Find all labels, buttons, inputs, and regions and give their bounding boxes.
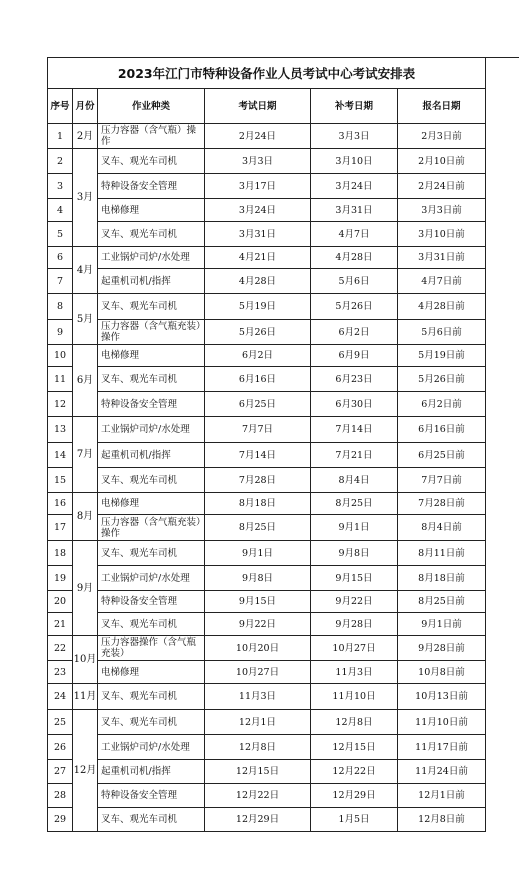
table-row (48, 417, 486, 443)
month-cell: 4月 (73, 247, 98, 294)
exam-date-cell: 8月25日 (205, 515, 311, 541)
register-date-cell: 3月31日前 (398, 247, 486, 269)
month-cell: 8月 (73, 493, 98, 541)
exam-date-cell: 9月15日 (205, 591, 311, 613)
table-row (48, 247, 486, 269)
seq-cell: 10 (48, 345, 73, 367)
category-cell: 叉车、观光车司机 (98, 684, 205, 710)
category-cell: 叉车、观光车司机 (98, 541, 205, 566)
register-date-cell: 6月25日前 (398, 443, 486, 468)
seq-cell: 12 (48, 392, 73, 417)
table-row (48, 661, 486, 684)
register-date-cell: 3月3日前 (398, 199, 486, 222)
exam-date-cell: 12月15日 (205, 760, 311, 784)
exam-date-cell: 5月26日 (205, 320, 311, 345)
month-cell: 2月 (73, 124, 98, 149)
register-date-cell: 9月28日前 (398, 636, 486, 661)
seq-cell: 13 (48, 417, 73, 443)
table-row (48, 149, 486, 174)
register-date-cell: 12月1日前 (398, 784, 486, 808)
seq-cell: 7 (48, 269, 73, 294)
exam-date-cell: 9月8日 (205, 566, 311, 591)
seq-cell: 28 (48, 784, 73, 808)
table-row (48, 345, 486, 367)
category-cell: 电梯修理 (98, 661, 205, 684)
month-cell: 6月 (73, 345, 98, 417)
category-cell: 工业锅炉司炉/水处理 (98, 566, 205, 591)
category-cell: 叉车、观光车司机 (98, 294, 205, 320)
seq-cell: 27 (48, 760, 73, 784)
exam-date-cell: 7月7日 (205, 417, 311, 443)
makeup-date-cell: 11月10日 (311, 684, 398, 710)
table-row (48, 222, 486, 247)
exam-date-cell: 6月2日 (205, 345, 311, 367)
exam-date-cell: 10月27日 (205, 661, 311, 684)
register-date-cell: 11月10日前 (398, 710, 486, 735)
register-date-cell: 11月24日前 (398, 760, 486, 784)
register-date-cell: 12月8日前 (398, 808, 486, 832)
makeup-date-cell: 3月3日 (311, 124, 398, 149)
table-row (48, 784, 486, 808)
seq-cell: 25 (48, 710, 73, 735)
seq-cell: 15 (48, 468, 73, 493)
seq-cell: 9 (48, 320, 73, 345)
register-date-cell: 10月8日前 (398, 661, 486, 684)
month-cell: 5月 (73, 294, 98, 345)
category-cell: 电梯修理 (98, 493, 205, 515)
category-cell: 电梯修理 (98, 345, 205, 367)
register-date-cell: 8月18日前 (398, 566, 486, 591)
exam-date-cell: 9月1日 (205, 541, 311, 566)
makeup-date-cell: 6月30日 (311, 392, 398, 417)
exam-date-cell: 3月17日 (205, 174, 311, 199)
seq-cell: 26 (48, 735, 73, 760)
makeup-date-cell: 1月5日 (311, 808, 398, 832)
register-date-cell: 9月1日前 (398, 613, 486, 636)
makeup-date-cell: 9月22日 (311, 591, 398, 613)
table-row (48, 541, 486, 566)
category-cell: 压力容器（含气瓶）操作 (98, 124, 205, 149)
seq-cell: 14 (48, 443, 73, 468)
category-cell: 工业锅炉司炉/水处理 (98, 417, 205, 443)
makeup-date-cell: 9月1日 (311, 515, 398, 541)
category-cell: 工业锅炉司炉/水处理 (98, 735, 205, 760)
header-month: 月份 (73, 89, 98, 124)
makeup-date-cell: 3月31日 (311, 199, 398, 222)
table-row (48, 443, 486, 468)
exam-date-cell: 9月22日 (205, 613, 311, 636)
header-makeup-date: 补考日期 (311, 89, 398, 124)
exam-date-cell: 12月29日 (205, 808, 311, 832)
exam-date-cell: 7月14日 (205, 443, 311, 468)
makeup-date-cell: 6月2日 (311, 320, 398, 345)
table-row (48, 735, 486, 760)
makeup-date-cell: 12月8日 (311, 710, 398, 735)
exam-schedule-sheet (47, 57, 486, 832)
makeup-date-cell: 4月7日 (311, 222, 398, 247)
seq-cell: 22 (48, 636, 73, 661)
makeup-date-cell: 9月15日 (311, 566, 398, 591)
makeup-date-cell: 3月24日 (311, 174, 398, 199)
exam-date-cell: 3月24日 (205, 199, 311, 222)
seq-cell: 3 (48, 174, 73, 199)
table-row (48, 710, 486, 735)
category-cell: 叉车、观光车司机 (98, 613, 205, 636)
seq-cell: 6 (48, 247, 73, 269)
month-cell: 3月 (73, 149, 98, 247)
table-row (48, 636, 486, 661)
seq-cell: 21 (48, 613, 73, 636)
category-cell: 叉车、观光车司机 (98, 222, 205, 247)
category-cell: 叉车、观光车司机 (98, 149, 205, 174)
table-row (48, 591, 486, 613)
month-cell: 10月 (73, 636, 98, 684)
makeup-date-cell: 12月29日 (311, 784, 398, 808)
table-row (48, 808, 486, 832)
register-date-cell: 5月26日前 (398, 367, 486, 392)
category-cell: 起重机司机/指挥 (98, 443, 205, 468)
category-cell: 叉车、观光车司机 (98, 808, 205, 832)
seq-cell: 29 (48, 808, 73, 832)
makeup-date-cell: 5月6日 (311, 269, 398, 294)
makeup-date-cell: 5月26日 (311, 294, 398, 320)
month-cell: 7月 (73, 417, 98, 493)
makeup-date-cell: 12月22日 (311, 760, 398, 784)
register-date-cell: 8月25日前 (398, 591, 486, 613)
seq-cell: 16 (48, 493, 73, 515)
exam-date-cell: 8月18日 (205, 493, 311, 515)
exam-date-cell: 7月28日 (205, 468, 311, 493)
exam-date-cell: 12月1日 (205, 710, 311, 735)
category-cell: 电梯修理 (98, 199, 205, 222)
makeup-date-cell: 7月21日 (311, 443, 398, 468)
table-row (48, 566, 486, 591)
exam-date-cell: 12月22日 (205, 784, 311, 808)
category-cell: 起重机司机/指挥 (98, 760, 205, 784)
table-row (48, 367, 486, 392)
exam-date-cell: 2月24日 (205, 124, 311, 149)
makeup-date-cell: 6月9日 (311, 345, 398, 367)
exam-date-cell: 4月28日 (205, 269, 311, 294)
seq-cell: 8 (48, 294, 73, 320)
exam-date-cell: 3月3日 (205, 149, 311, 174)
category-cell: 叉车、观光车司机 (98, 367, 205, 392)
register-date-cell: 5月6日前 (398, 320, 486, 345)
table-row (48, 493, 486, 515)
table-row (48, 124, 486, 149)
table-row (48, 269, 486, 294)
exam-date-cell: 3月31日 (205, 222, 311, 247)
makeup-date-cell: 8月25日 (311, 493, 398, 515)
category-cell: 压力容器（含气瓶充装）操作 (98, 515, 205, 541)
register-date-cell: 5月19日前 (398, 345, 486, 367)
register-date-cell: 6月16日前 (398, 417, 486, 443)
register-date-cell: 4月28日前 (398, 294, 486, 320)
category-cell: 压力容器操作（含气瓶充装） (98, 636, 205, 661)
register-date-cell: 4月7日前 (398, 269, 486, 294)
month-cell: 12月 (73, 710, 98, 832)
makeup-date-cell: 9月8日 (311, 541, 398, 566)
month-cell: 9月 (73, 541, 98, 636)
table-body (48, 124, 486, 832)
seq-cell: 18 (48, 541, 73, 566)
register-date-cell: 11月17日前 (398, 735, 486, 760)
table-row (48, 760, 486, 784)
exam-date-cell: 12月8日 (205, 735, 311, 760)
register-date-cell: 3月10日前 (398, 222, 486, 247)
category-cell: 特种设备安全管理 (98, 392, 205, 417)
seq-cell: 4 (48, 199, 73, 222)
seq-cell: 20 (48, 591, 73, 613)
seq-cell: 1 (48, 124, 73, 149)
table-row (48, 468, 486, 493)
header-seq: 序号 (48, 89, 73, 124)
exam-date-cell: 4月21日 (205, 247, 311, 269)
header-exam-date: 考试日期 (205, 89, 311, 124)
makeup-date-cell: 10月27日 (311, 636, 398, 661)
exam-schedule-table (47, 57, 486, 832)
category-cell: 压力容器（含气瓶充装）操作 (98, 320, 205, 345)
makeup-date-cell: 12月15日 (311, 735, 398, 760)
header-category: 作业种类 (98, 89, 205, 124)
table-row (48, 199, 486, 222)
makeup-date-cell: 7月14日 (311, 417, 398, 443)
category-cell: 叉车、观光车司机 (98, 710, 205, 735)
register-date-cell: 2月10日前 (398, 149, 486, 174)
table-row (48, 515, 486, 541)
makeup-date-cell: 4月28日 (311, 247, 398, 269)
seq-cell: 11 (48, 367, 73, 392)
exam-date-cell: 6月25日 (205, 392, 311, 417)
category-cell: 特种设备安全管理 (98, 174, 205, 199)
seq-cell: 5 (48, 222, 73, 247)
register-date-cell: 7月28日前 (398, 493, 486, 515)
register-date-cell: 2月24日前 (398, 174, 486, 199)
register-date-cell: 10月13日前 (398, 684, 486, 710)
exam-date-cell: 6月16日 (205, 367, 311, 392)
month-cell: 11月 (73, 684, 98, 710)
category-cell: 起重机司机/指挥 (98, 269, 205, 294)
category-cell: 工业锅炉司炉/水处理 (98, 247, 205, 269)
makeup-date-cell: 6月23日 (311, 367, 398, 392)
category-cell: 特种设备安全管理 (98, 591, 205, 613)
table-row (48, 174, 486, 199)
table-row (48, 392, 486, 417)
seq-cell: 17 (48, 515, 73, 541)
seq-cell: 19 (48, 566, 73, 591)
makeup-date-cell: 8月4日 (311, 468, 398, 493)
register-date-cell: 8月4日前 (398, 515, 486, 541)
register-date-cell: 7月7日前 (398, 468, 486, 493)
table-row (48, 613, 486, 636)
table-title: 2023年江门市特种设备作业人员考试中心考试安排表 (48, 58, 486, 89)
exam-date-cell: 11月3日 (205, 684, 311, 710)
makeup-date-cell: 9月28日 (311, 613, 398, 636)
exam-date-cell: 5月19日 (205, 294, 311, 320)
seq-cell: 2 (48, 149, 73, 174)
makeup-date-cell: 11月3日 (311, 661, 398, 684)
category-cell: 叉车、观光车司机 (98, 468, 205, 493)
register-date-cell: 2月3日前 (398, 124, 486, 149)
category-cell: 特种设备安全管理 (98, 784, 205, 808)
register-date-cell: 8月11日前 (398, 541, 486, 566)
table-row (48, 684, 486, 710)
seq-cell: 23 (48, 661, 73, 684)
makeup-date-cell: 3月10日 (311, 149, 398, 174)
table-row (48, 294, 486, 320)
header-register-date: 报名日期 (398, 89, 486, 124)
exam-date-cell: 10月20日 (205, 636, 311, 661)
register-date-cell: 6月2日前 (398, 392, 486, 417)
seq-cell: 24 (48, 684, 73, 710)
table-row (48, 320, 486, 345)
